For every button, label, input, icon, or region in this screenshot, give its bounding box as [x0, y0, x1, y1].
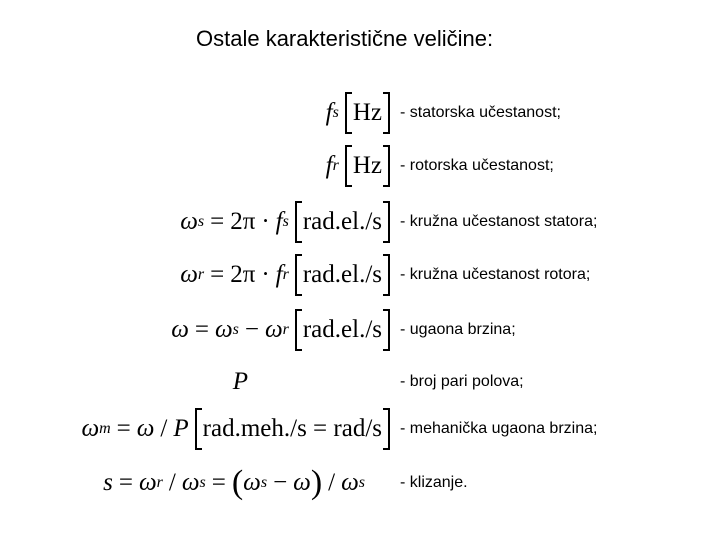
formula-angular-speed: ω = ω s − ω r rad.el./s [171, 305, 390, 355]
formula-symbol: ω [264, 316, 283, 343]
formula-equals: = [194, 316, 209, 343]
formula-symbol: f [325, 152, 333, 179]
formula-symbol: ω [136, 415, 155, 442]
formula-equals: = [210, 208, 225, 235]
definition-row-stator-frequency [0, 88, 720, 138]
formula-symbol: ω [181, 469, 200, 496]
description-stator-angular-frequency: - kružna učestanost statora; [400, 213, 598, 230]
definition-row-pole-pairs [0, 357, 720, 407]
formula-rotor-angular-frequency: ω r = 2π · f r rad.el./s [180, 250, 390, 300]
formula-slash: / [328, 469, 336, 496]
formula-stator-angular-frequency: ω s = 2π · f s rad.el./s [180, 197, 390, 247]
formula-mechanical-angular-speed: ω m = ω / P rad.meh./s = rad/s [81, 404, 390, 454]
formula-unit: Hz [345, 152, 390, 180]
formula-equals: = [210, 261, 225, 288]
definition-row-slip [0, 458, 720, 508]
formula-symbol: P [232, 368, 248, 395]
formula-left-paren: ( [231, 464, 244, 501]
formula-symbol: ω [180, 208, 198, 235]
formula-symbol: f [325, 99, 333, 126]
definition-row-rotor-frequency [0, 141, 720, 191]
description-rotor-frequency: - rotorska učestanost; [400, 157, 554, 174]
formula-slash: / [168, 469, 176, 496]
formula-unit: rad.el./s [295, 316, 390, 344]
formula-symbol: s [103, 469, 113, 496]
description-angular-speed: - ugaona brzina; [400, 321, 516, 338]
formula-symbol: f [275, 261, 283, 288]
definition-row-angular-speed [0, 305, 720, 355]
formula-slip: s = ω r / ω s = ( ω s − ω ) / ω s [103, 464, 365, 501]
formula-unit: Hz [345, 99, 390, 127]
formula-minus: − [244, 316, 259, 343]
formula-unit: rad.meh./s = rad/s [195, 415, 390, 443]
formula-coefficient: 2π [230, 208, 256, 235]
page-title: Ostale karakteristične veličine: [196, 26, 494, 51]
formula-symbol: ω [139, 469, 157, 496]
formula-symbol: ω [341, 469, 359, 496]
definition-row-mechanical-angular-speed [0, 404, 720, 454]
formula-symbol: ω [293, 469, 311, 496]
formula-pole-pairs [233, 357, 248, 407]
description-pole-pairs: - broj pari polova; [400, 373, 524, 390]
formula-symbol: f [275, 208, 283, 235]
formula-equals: = [211, 469, 226, 496]
description-rotor-angular-frequency: - kružna učestanost rotora; [400, 266, 591, 283]
formula-dot: · [261, 261, 270, 288]
formula-symbol: P [173, 415, 189, 442]
formula-symbol: ω [243, 469, 261, 496]
formula-right-paren: ) [310, 464, 323, 501]
description-stator-frequency: - statorska učestanost; [400, 104, 561, 121]
formula-equals: = [118, 469, 133, 496]
formula-rotor-frequency: f r Hz [326, 141, 390, 191]
formula-dot: · [261, 208, 270, 235]
definition-row-rotor-angular-frequency [0, 250, 720, 300]
formula-coefficient: 2π [230, 261, 256, 288]
formula-unit: rad.el./s [295, 261, 390, 289]
description-mechanical-angular-speed: - mehanička ugaona brzina; [400, 420, 598, 437]
formula-minus: − [273, 469, 288, 496]
definition-row-stator-angular-frequency [0, 197, 720, 247]
formula-symbol: ω [214, 316, 233, 343]
formula-symbol: ω [81, 415, 100, 442]
formula-symbol: ω [180, 261, 198, 288]
formula-equals: = [116, 415, 131, 442]
formula-stator-frequency: f s Hz [326, 88, 390, 138]
description-slip: - klizanje. [400, 474, 468, 491]
formula-unit: rad.el./s [295, 208, 390, 236]
formula-slash: / [160, 415, 168, 442]
formula-symbol: ω [171, 316, 189, 343]
